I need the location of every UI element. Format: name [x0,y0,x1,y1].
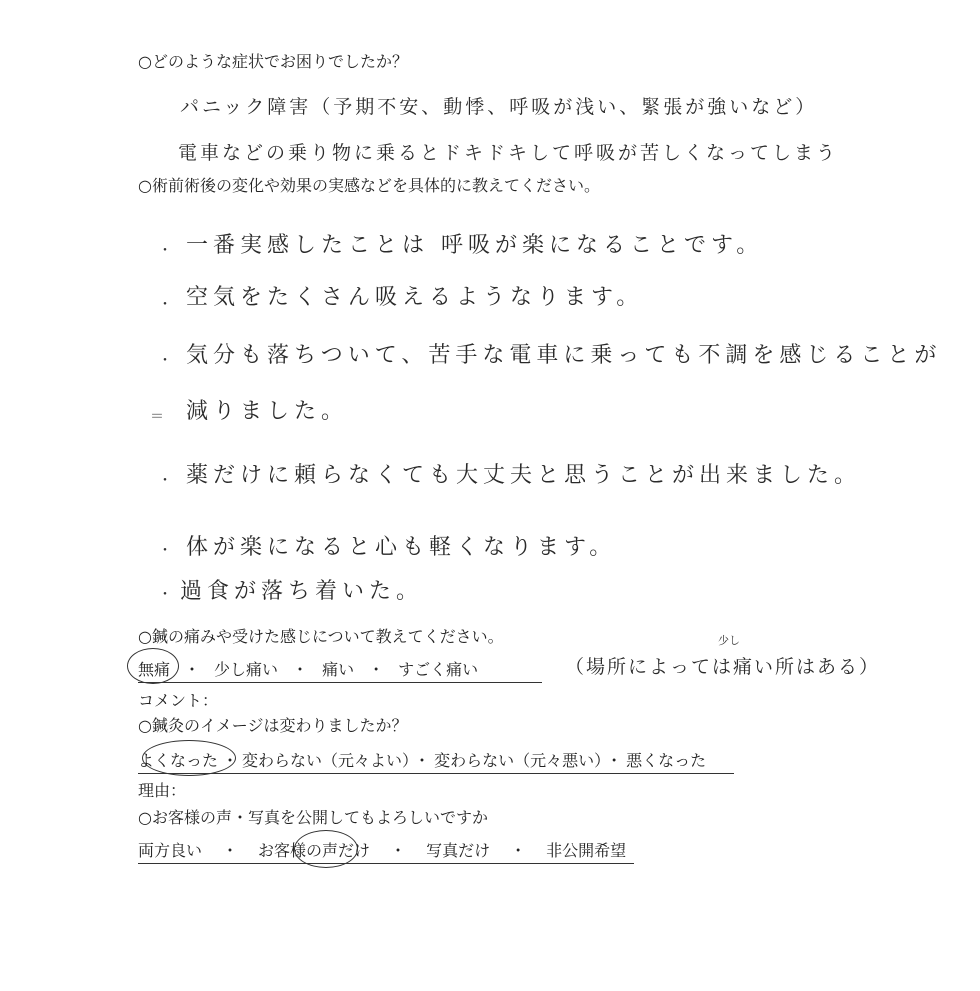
q1-answer-line2: 電車などの乗り物に乗るとドキドキして呼吸が苦しくなってしまう [178,142,839,164]
q2-item-5: 薬だけに頼らなくても大丈夫と思うことが出来ました。 [186,463,862,488]
q3-handwritten-small-note: 少し [718,634,740,647]
q5-option-photo-only[interactable]: 写真だけ [426,841,491,860]
q3-option-pain[interactable]: 痛い [322,660,355,679]
q2-bullet-6: ・ [158,543,172,559]
q2-item-2: 空気をたくさん吸えるようなります。 [186,285,644,310]
q2-bullet-5: ・ [158,473,172,489]
q2-bullet-2: ・ [158,297,172,313]
q2-bullet-3: ・ [158,353,172,369]
q2-item-4: 減りました。 [186,399,349,424]
q2-item-7: 過食が落ち着いた。 [180,579,424,604]
q2-bullet-1: ・ [158,243,172,259]
q3-option-no-pain[interactable]: 無痛 [138,660,171,679]
q4-option-unchanged-good[interactable]: 変わらない（元々よい） [242,751,411,770]
q2-item-6: 体が楽になると心も軽くなります。 [186,535,617,560]
q2-bullet-7: ・ [158,587,172,603]
q2-item-3: 気分も落ちついて、苦手な電車に乗っても不調を感じることが [186,343,942,368]
q4-title: ○鍼灸のイメージは変わりましたか？ [138,716,408,735]
q2-bullet-4: ＝ [150,409,164,425]
q3-comment-label: コメント： [138,691,219,710]
q3-title: ○鍼の痛みや受けた感じについて教えてください。 [138,627,504,646]
q3-handwritten-note: （場所によっては痛い所はある） [565,656,881,678]
q5-option-private[interactable]: 非公開希望 [546,841,627,860]
q3-options: 無痛 ・ 少し痛い ・ 痛い ・ すごく痛い [138,657,542,683]
q3-option-severe-pain[interactable]: すごく痛い [398,660,479,679]
q5-options: 両方良い ・ お客様の声だけ ・ 写真だけ ・ 非公開希望 [138,838,634,864]
q1-answer-line1: パニック障害（予期不安、動悸、呼吸が浅い、緊張が強いなど） [180,96,818,118]
q4-options: よくなった ・ 変わらない（元々よい） ・ 変わらない（元々悪い） ・ 悪くなった [138,748,734,774]
q4-option-worse[interactable]: 悪くなった [626,751,707,770]
q4-option-unchanged-bad[interactable]: 変わらない（元々悪い） [434,751,603,770]
q2-item-1: 一番実感したことは 呼吸が楽になることです。 [186,233,764,258]
q5-title: ○お客様の声・写真を公開してもよろしいですか [138,808,488,827]
q2-title: ○術前術後の変化や効果の実感などを具体的に教えてください。 [138,176,600,195]
q4-reason-label: 理由： [138,781,187,800]
q5-option-voice-only[interactable]: お客様の声だけ [258,841,371,860]
q5-option-both[interactable]: 両方良い [138,841,203,860]
q1-title: ○どのような症状でお困りでしたか？ [138,52,408,71]
q4-option-improved[interactable]: よくなった [138,751,219,770]
q3-option-slight-pain[interactable]: 少し痛い [214,660,279,679]
